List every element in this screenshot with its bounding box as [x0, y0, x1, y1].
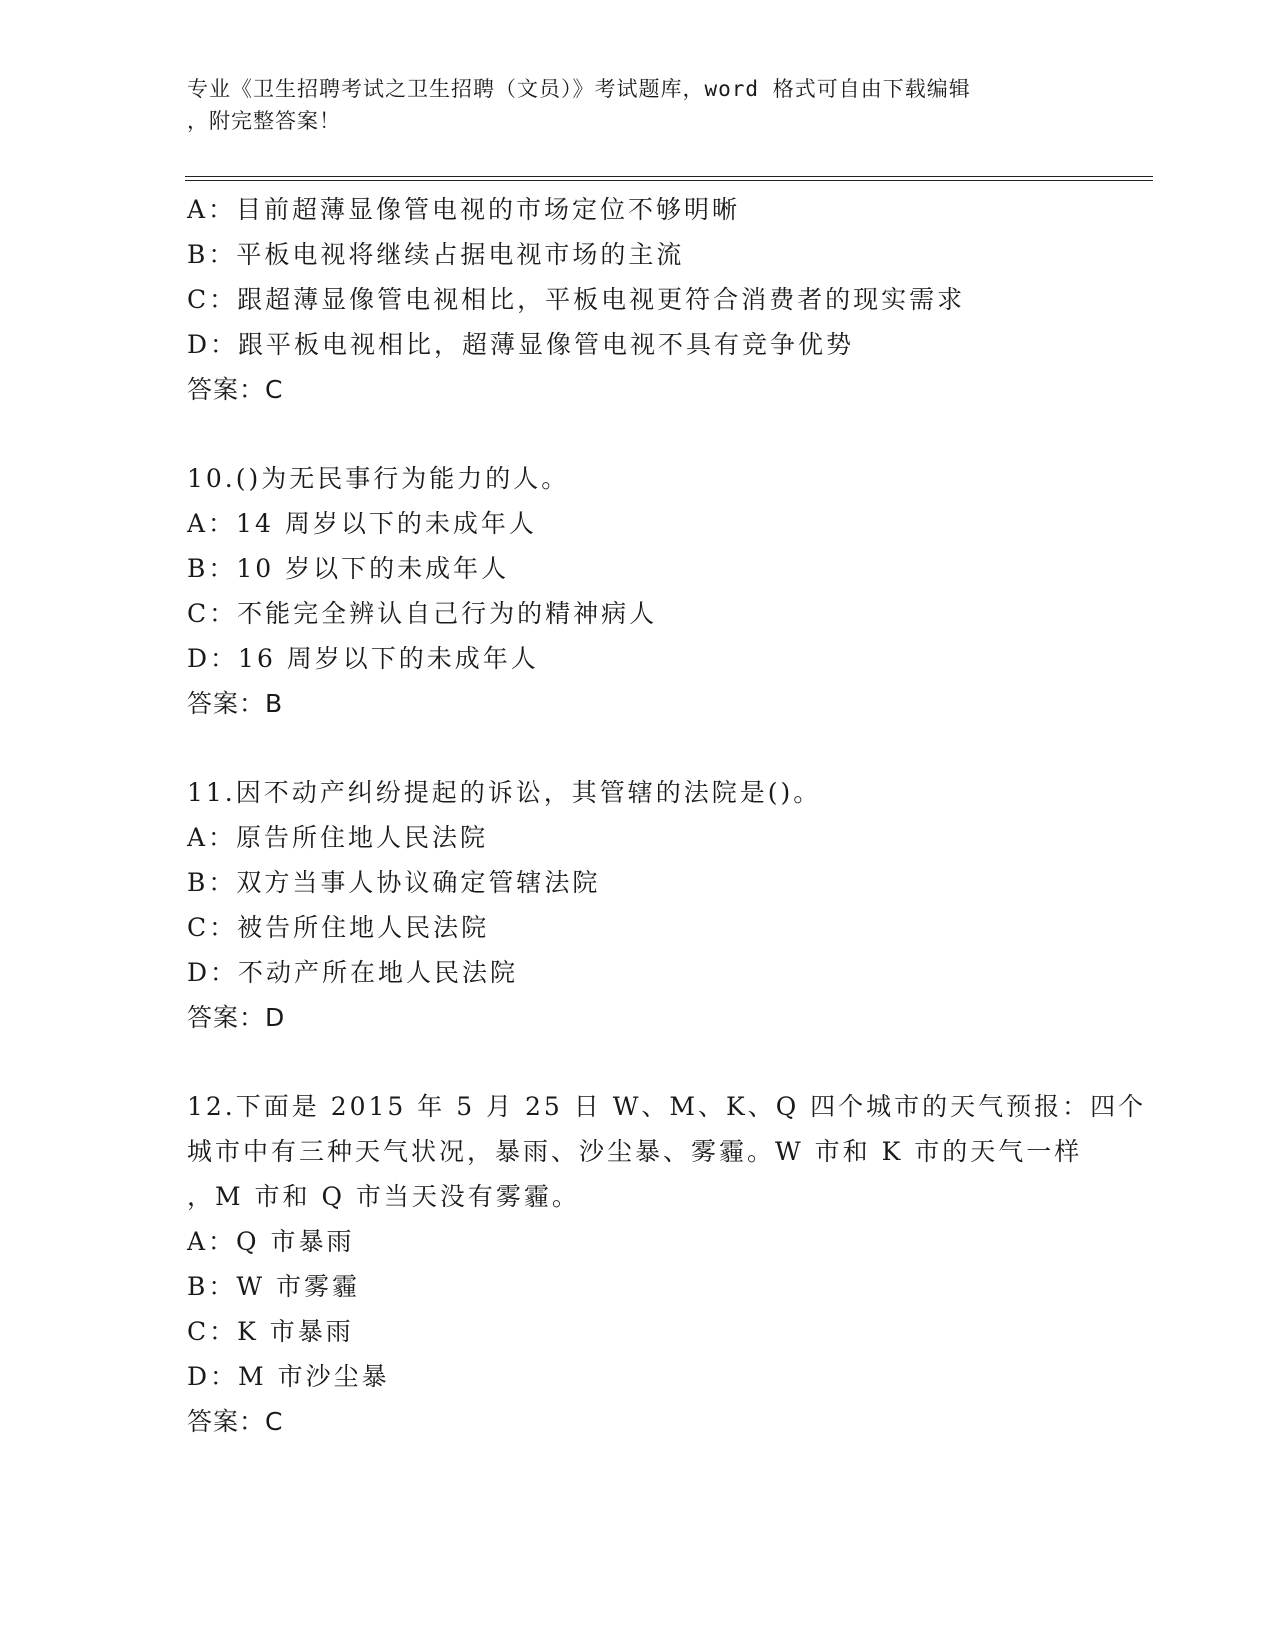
option-a: A：Q 市暴雨	[187, 1227, 355, 1256]
answer-line: 答案：C	[187, 1407, 284, 1436]
question-stem-line-1: 12.下面是 2015 年 5 月 25 日 W、M、K、Q 四个城市的天气预报：四个	[187, 1092, 1147, 1121]
option-b: B：10 岁以下的未成年人	[187, 554, 510, 583]
answer-line: 答案：B	[187, 689, 284, 718]
option-d: D：M 市沙尘暴	[187, 1362, 390, 1391]
header-text-line-2: ，附完整答案！	[187, 109, 341, 133]
answer-line: 答案：C	[187, 375, 284, 404]
question-stem-line-3: ，M 市和 Q 市当天没有雾霾。	[187, 1182, 580, 1211]
option-a: A：14 周岁以下的未成年人	[187, 509, 537, 538]
header-divider-second	[185, 180, 1153, 181]
option-b: B：W 市雾霾	[187, 1272, 361, 1301]
option-c: C：K 市暴雨	[187, 1317, 354, 1346]
option-a: A：目前超薄显像管电视的市场定位不够明晰	[187, 195, 741, 224]
option-d: D：跟平板电视相比，超薄显像管电视不具有竞争优势	[187, 330, 855, 359]
option-c: C：不能完全辨认自己行为的精神病人	[187, 599, 658, 628]
question-stem-line-2: 城市中有三种天气状况，暴雨、沙尘暴、雾霾。W 市和 K 市的天气一样	[187, 1137, 1083, 1166]
question-stem: 11.因不动产纠纷提起的诉讼，其管辖的法院是()。	[187, 778, 822, 807]
option-b: B：平板电视将继续占据电视市场的主流	[187, 240, 685, 269]
header-divider	[185, 176, 1153, 177]
question-stem: 10.()为无民事行为能力的人。	[187, 464, 570, 493]
option-c: C：跟超薄显像管电视相比，平板电视更符合消费者的现实需求	[187, 285, 966, 314]
option-b: B：双方当事人协议确定管辖法院	[187, 868, 601, 897]
option-d: D：16 周岁以下的未成年人	[187, 644, 539, 673]
answer-line: 答案：D	[187, 1003, 286, 1032]
option-a: A：原告所住地人民法院	[187, 823, 489, 852]
header-text-line-1: 专业《卫生招聘考试之卫生招聘（文员）》考试题库，word 格式可自由下载编辑	[187, 77, 971, 101]
option-d: D：不动产所在地人民法院	[187, 958, 519, 987]
option-c: C：被告所住地人民法院	[187, 913, 490, 942]
